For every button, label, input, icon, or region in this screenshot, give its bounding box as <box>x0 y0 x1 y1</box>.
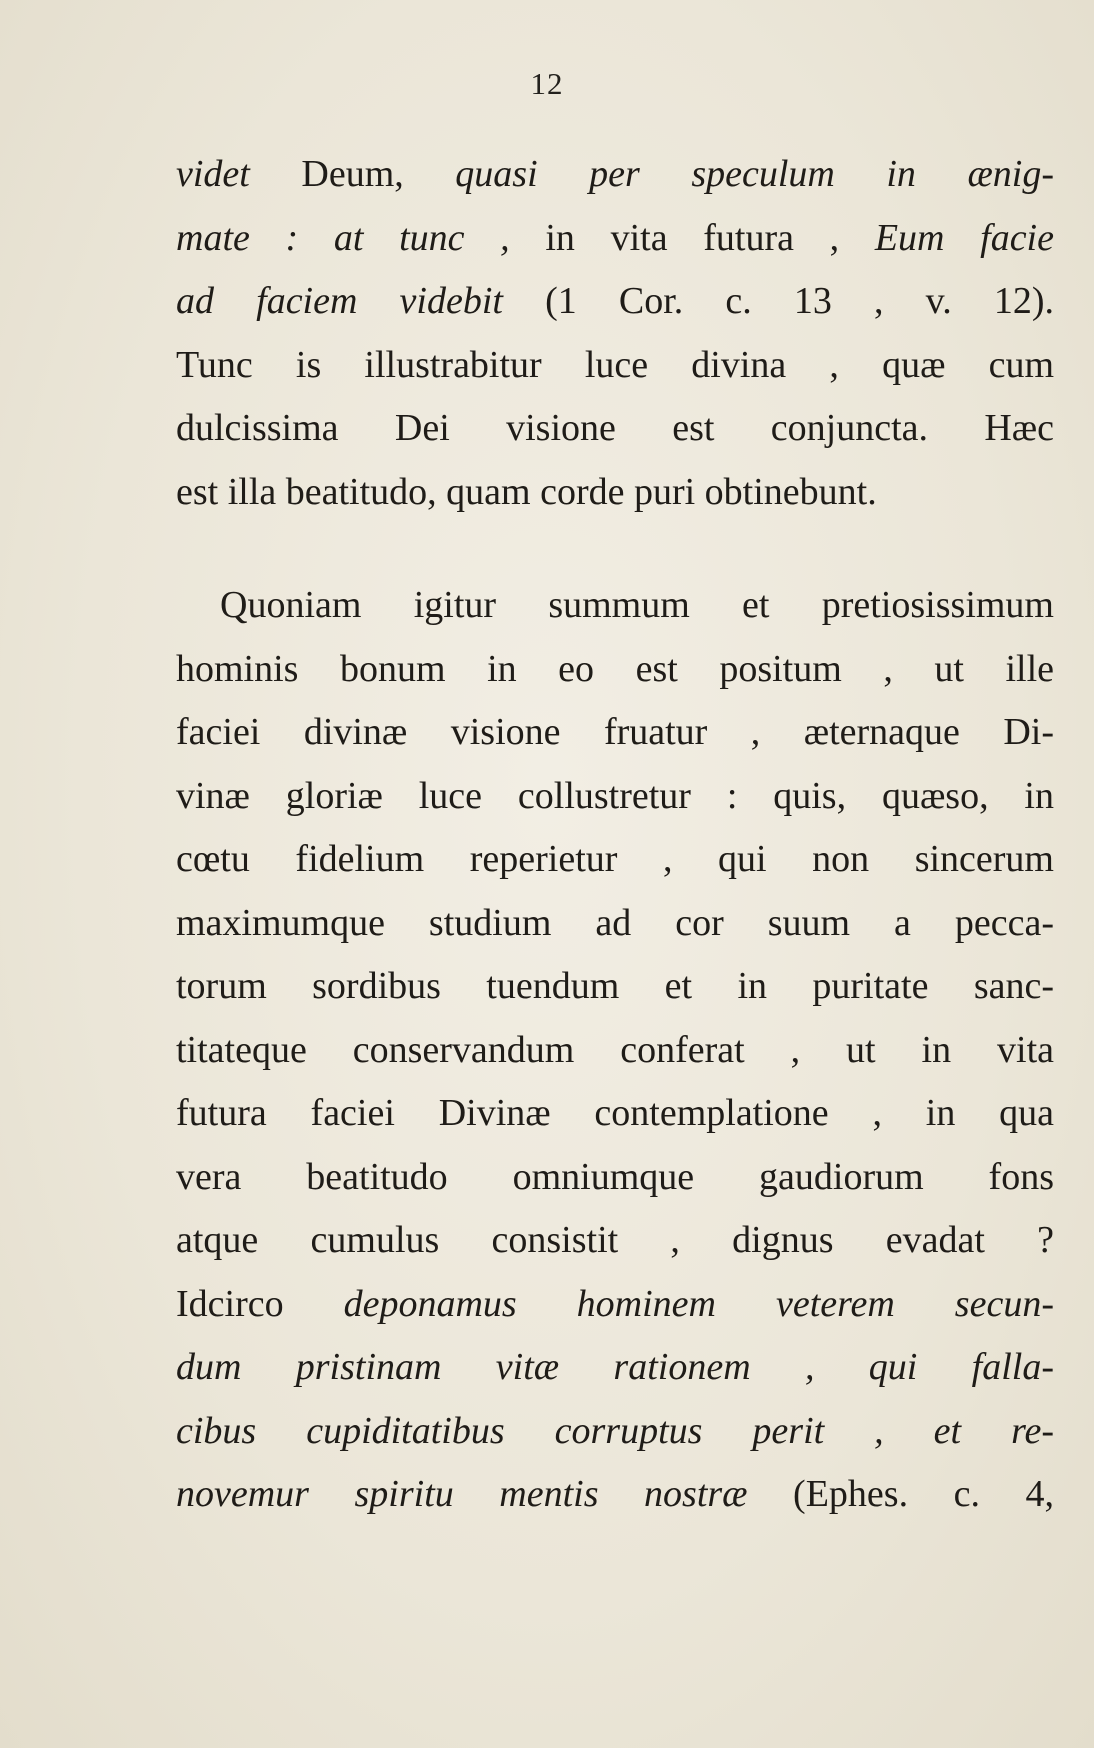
roman-text: cœtu fidelium reperietur , qui non sincerum <box>176 838 1054 880</box>
roman-text: Quoniam igitur summum et pretiosissimum <box>220 584 1054 626</box>
text-line <box>176 1209 1054 1273</box>
roman-text: Idcirco <box>176 1282 344 1325</box>
italic-text: deponamus hominem veterem secun- <box>343 1282 1054 1325</box>
roman-text: est illa beatitudo, quam corde puri obtinebunt. <box>176 470 877 513</box>
text-line <box>176 828 1054 892</box>
text-line <box>176 1273 1054 1337</box>
text-line <box>176 892 1054 956</box>
text-line <box>176 207 1054 271</box>
roman-text: vinæ gloriæ luce collustretur : quis, quæso, in <box>176 774 1054 817</box>
roman-text: (Ephes. c. 4, <box>747 1473 1054 1515</box>
roman-text: (1 Cor. c. 13 , v. 12). <box>502 280 1054 322</box>
roman-text: Deum, <box>249 153 456 195</box>
roman-text: maximumque studium ad cor suum a pecca- <box>176 901 1054 944</box>
italic-text: videt <box>176 153 250 195</box>
italic-text: cibus cupiditatibus corruptus perit , et re- <box>176 1409 1054 1452</box>
roman-text: in vita futura , <box>509 216 875 259</box>
text-line <box>176 1463 1054 1527</box>
roman-text: torum sordibus tuendum et in puritate sanc- <box>176 965 1054 1007</box>
text-line <box>176 1019 1054 1083</box>
roman-text: faciei divinæ visione fruatur , æternaque Di- <box>176 711 1054 753</box>
text-line <box>176 1082 1054 1146</box>
italic-text: mate : at tunc , <box>176 216 510 259</box>
text-line <box>176 765 1054 829</box>
roman-text: titateque conservandum conferat , ut in vita <box>176 1028 1054 1071</box>
roman-text: vera beatitudo omniumque gaudiorum fons <box>176 1155 1054 1198</box>
page-number: 12 <box>530 66 564 101</box>
text-line <box>176 1336 1054 1400</box>
text-line <box>176 1146 1054 1210</box>
text-line <box>176 334 1054 398</box>
text-line <box>176 461 1054 525</box>
italic-text: ad faciem videbit <box>176 280 503 322</box>
text-line <box>176 701 1054 765</box>
italic-text: novemur spiritu mentis nostræ <box>176 1473 748 1515</box>
paragraph-2 <box>176 574 1054 1527</box>
italic-text: quasi per speculum in ænig- <box>455 153 1054 195</box>
text-line <box>176 397 1054 461</box>
text-line <box>176 270 1054 334</box>
paragraph-1 <box>176 143 1054 524</box>
roman-text: futura faciei Divinæ contemplatione , in qua <box>176 1092 1054 1134</box>
italic-text: Eum facie <box>874 216 1054 259</box>
roman-text: hominis bonum in eo est positum , ut ille <box>176 647 1054 690</box>
text-line <box>176 574 1054 638</box>
text-line <box>176 143 1054 207</box>
roman-text: atque cumulus consistit , dignus evadat ? <box>176 1219 1054 1261</box>
italic-text: dum pristinam vitæ rationem , qui falla- <box>176 1346 1054 1388</box>
roman-text: dulcissima Dei visione est conjuncta. Hæc <box>176 407 1054 449</box>
text-line <box>176 955 1054 1019</box>
text-line <box>176 638 1054 702</box>
roman-text: Tunc is illustrabitur luce divina , quæ cum <box>176 343 1054 386</box>
text-line <box>176 1400 1054 1464</box>
